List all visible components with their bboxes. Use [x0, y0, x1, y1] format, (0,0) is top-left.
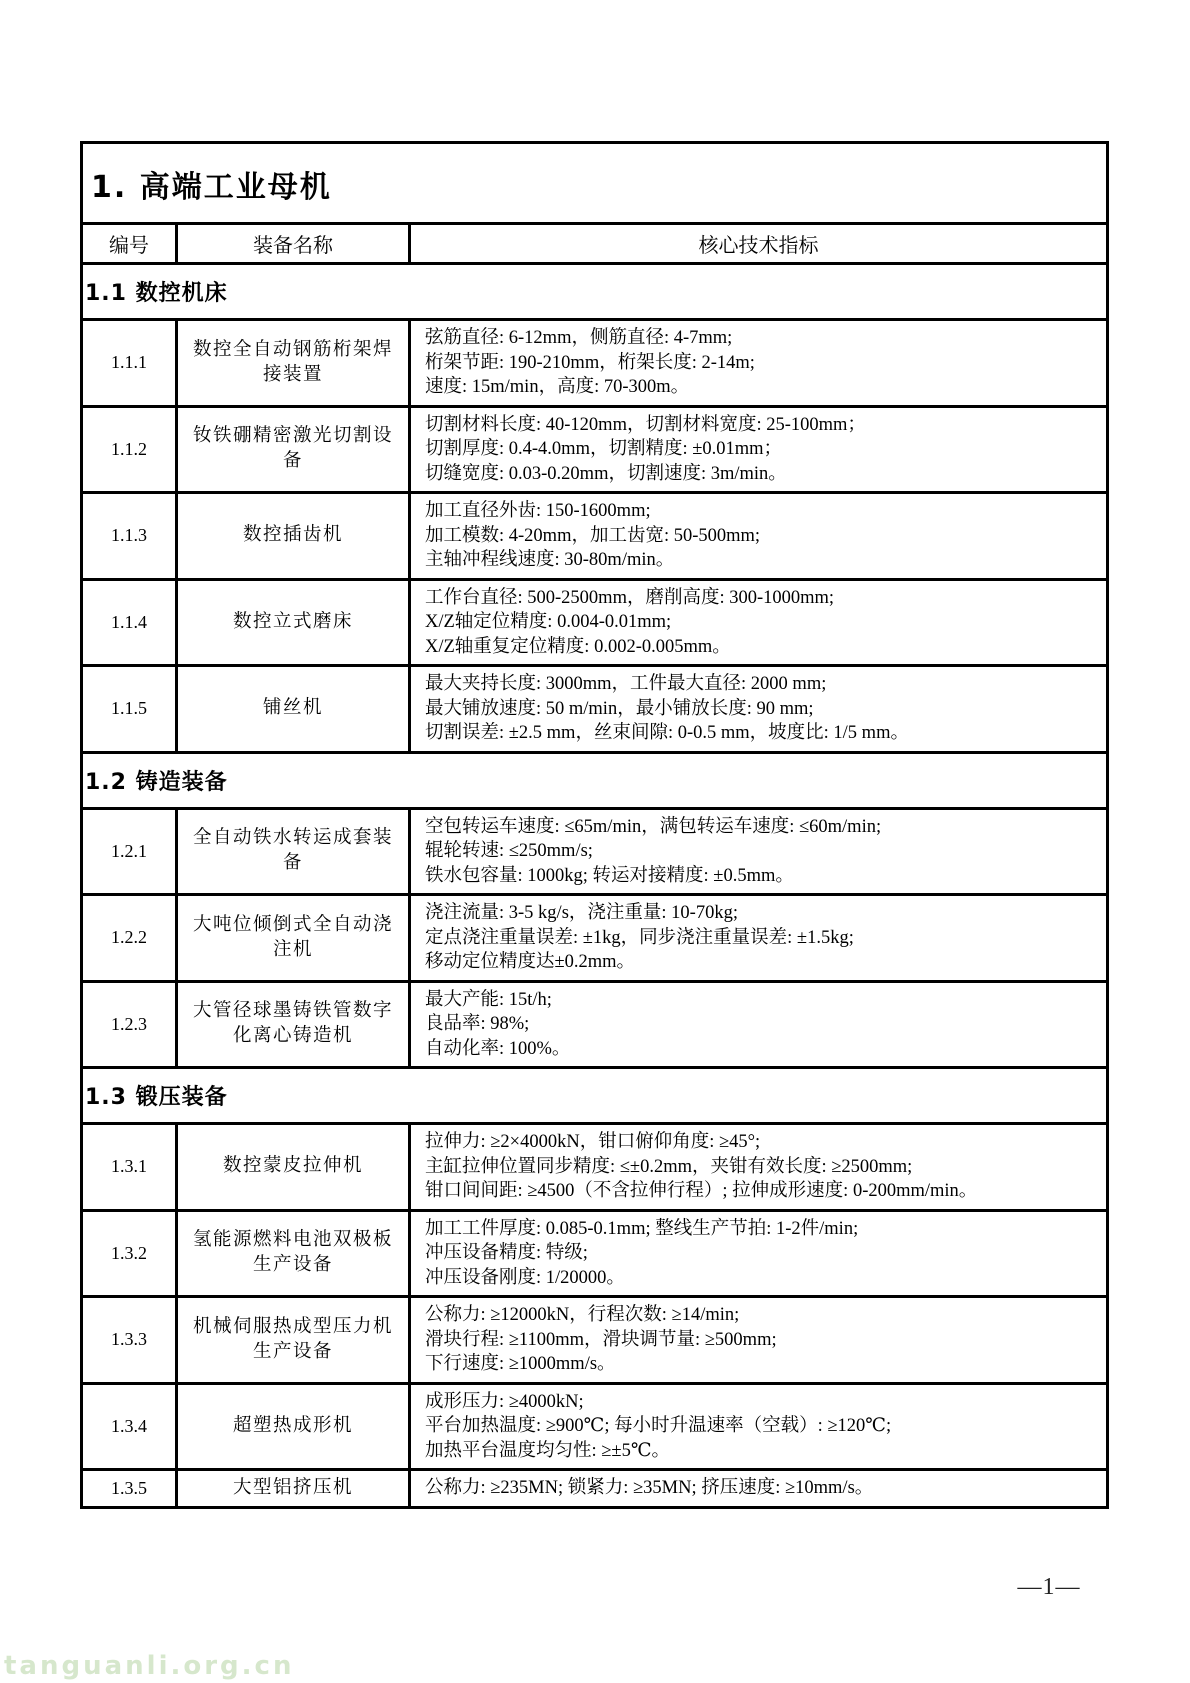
spec-cell: [410, 808, 1108, 895]
equipment-name: 数控蒙皮拉伸机: [177, 1124, 410, 1211]
table-row: [82, 752, 1108, 808]
spec-line: X/Z轴重复定位精度: 0.002-0.005mm。: [425, 636, 731, 657]
spec-line: 工作台直径: 500-2500mm，磨削高度: 300-1000mm;: [425, 587, 835, 608]
spec-line: 浇注流量: 3-5 kg/s，浇注重量: 10-70kg;: [425, 903, 738, 923]
spec-line: 弦筋直径: 6-12mm，侧筋直径: 4-7mm;: [425, 328, 733, 348]
spec-line: 下行速度: ≥1000mm/s。: [425, 1354, 616, 1374]
table-row: [82, 808, 1108, 895]
spec-line: 辊轮转速: ≤250mm/s;: [425, 841, 593, 861]
equipment-name: 氢能源燃料电池双极板生产设备: [177, 1210, 410, 1297]
spec-line: 加工模数: 4-20mm，加工齿宽: 50-500mm;: [425, 525, 761, 546]
spec-cell: [410, 1383, 1108, 1470]
column-header: 编号: [82, 224, 177, 264]
spec-line: 钳口间间距: ≥4500（不含拉伸行程）; 拉伸成形速度: 0-200mm/min。: [425, 1181, 978, 1201]
document-title: 1. 高端工业母机: [82, 143, 1108, 224]
table-row: [82, 320, 1108, 407]
table-row: [82, 143, 1108, 224]
spec-line: 空包转运车速度: ≤65m/min，满包转运车速度: ≤60m/min;: [425, 816, 882, 837]
spec-line: 切割材料长度: 40-120mm，切割材料宽度: 25-100mm；: [425, 414, 866, 435]
spec-line: 主缸拉伸位置同步精度: ≤±0.2mm，夹钳有效长度: ≥2500mm;: [425, 1156, 913, 1177]
spec-line: 良品率: 98%;: [425, 1014, 530, 1034]
spec-line: 加热平台温度均匀性: ≥±5℃。: [425, 1440, 671, 1461]
equipment-name: 超塑热成形机: [177, 1383, 410, 1470]
row-id: 1.3.4: [82, 1383, 177, 1470]
row-id: 1.1.5: [82, 666, 177, 753]
spec-line: 公称力: ≥12000kN，行程次数: ≥14/min;: [425, 1305, 740, 1325]
table-row: [82, 981, 1108, 1068]
equipment-name: 钕铁硼精密激光切割设备: [177, 406, 410, 493]
table-row: [82, 1124, 1108, 1211]
table-row: [82, 1470, 1108, 1508]
row-id: 1.2.3: [82, 981, 177, 1068]
section-heading: 1.2 铸造装备: [82, 752, 1108, 808]
equipment-table: [80, 141, 1109, 1509]
equipment-name: 机械伺服热成型压力机生产设备: [177, 1297, 410, 1384]
table-row: [82, 1210, 1108, 1297]
spec-line: 最大夹持长度: 3000mm，工件最大直径: 2000 mm;: [425, 674, 827, 694]
table-row: [82, 406, 1108, 493]
table-row: [82, 1068, 1108, 1124]
spec-line: 切割厚度: 0.4-4.0mm，切割精度: ±0.01mm；: [425, 439, 783, 459]
spec-line: 切缝宽度: 0.03-0.20mm，切割速度: 3m/min。: [425, 463, 787, 484]
spec-cell: [410, 1470, 1108, 1508]
column-header: 核心技术指标: [410, 224, 1108, 264]
spec-line: 桁架节距: 190-210mm，桁架长度: 2-14m;: [425, 352, 755, 373]
spec-line: 自动化率: 100%。: [425, 1038, 571, 1059]
spec-line: 成形压力: ≥4000kN;: [425, 1391, 584, 1412]
section-heading: 1.3 锻压装备: [82, 1068, 1108, 1124]
spec-line: 铁水包容量: 1000kg; 转运对接精度: ±0.5mm。: [425, 865, 794, 886]
row-id: 1.3.1: [82, 1124, 177, 1211]
spec-line: 定点浇注重量误差: ±1kg，同步浇注重量误差: ±1.5kg;: [425, 927, 854, 948]
spec-line: 加工直径外齿: 150-1600mm;: [425, 501, 651, 521]
equipment-name: 铺丝机: [177, 666, 410, 753]
spec-cell: [410, 981, 1108, 1068]
spec-line: 最大产能: 15t/h;: [425, 989, 552, 1010]
row-id: 1.1.4: [82, 579, 177, 666]
table-row: [82, 895, 1108, 982]
spec-cell: [410, 666, 1108, 753]
spec-line: 拉伸力: ≥2×4000kN，钳口俯仰角度: ≥45°;: [425, 1132, 761, 1152]
spec-line: 公称力: ≥235MN; 锁紧力: ≥35MN; 挤压速度: ≥10mm/s。: [425, 1478, 874, 1498]
spec-line: 速度: 15m/min，高度: 70-300m。: [425, 377, 690, 397]
equipment-name: 大吨位倾倒式全自动浇注机: [177, 895, 410, 982]
row-id: 1.1.2: [82, 406, 177, 493]
spec-cell: [410, 895, 1108, 982]
equipment-name: 全自动铁水转运成套装备: [177, 808, 410, 895]
row-id: 1.2.1: [82, 808, 177, 895]
spec-line: 冲压设备精度: 特级;: [425, 1243, 588, 1263]
equipment-name: 数控插齿机: [177, 493, 410, 580]
section-heading: 1.1 数控机床: [82, 264, 1108, 320]
spec-cell: [410, 493, 1108, 580]
equipment-name: 数控全自动钢筋桁架焊接装置: [177, 320, 410, 407]
table-row: [82, 579, 1108, 666]
spec-cell: [410, 1124, 1108, 1211]
spec-cell: [410, 1297, 1108, 1384]
column-header: 装备名称: [177, 224, 410, 264]
table-row: [82, 224, 1108, 264]
table-row: [82, 666, 1108, 753]
table-row: [82, 1297, 1108, 1384]
spec-line: 切割误差: ±2.5 mm，丝束间隙: 0-0.5 mm，坡度比: 1/5 mm。: [425, 723, 909, 743]
spec-line: 冲压设备刚度: 1/20000。: [425, 1267, 625, 1288]
row-id: 1.3.5: [82, 1470, 177, 1508]
table-row: [82, 493, 1108, 580]
row-id: 1.3.3: [82, 1297, 177, 1384]
equipment-name: 大型铝挤压机: [177, 1470, 410, 1508]
spec-line: X/Z轴定位精度: 0.004-0.01mm;: [425, 612, 672, 632]
spec-cell: [410, 320, 1108, 407]
row-id: 1.1.1: [82, 320, 177, 407]
spec-line: 滑块行程: ≥1100mm，滑块调节量: ≥500mm;: [425, 1329, 777, 1350]
table-row: [82, 264, 1108, 320]
table-row: [82, 1383, 1108, 1470]
spec-line: 平台加热温度: ≥900℃; 每小时升温速率（空载）: ≥120℃;: [425, 1416, 892, 1436]
row-id: 1.1.3: [82, 493, 177, 580]
watermark: tanguanli.org.cn: [4, 1651, 295, 1681]
spec-cell: [410, 1210, 1108, 1297]
spec-cell: [410, 406, 1108, 493]
spec-line: 移动定位精度达±0.2mm。: [425, 952, 636, 972]
spec-cell: [410, 579, 1108, 666]
equipment-name: 数控立式磨床: [177, 579, 410, 666]
spec-line: 主轴冲程线速度: 30-80m/min。: [425, 550, 675, 570]
row-id: 1.3.2: [82, 1210, 177, 1297]
page-number: —1—: [1017, 1574, 1081, 1600]
equipment-name: 大管径球墨铸铁管数字化离心铸造机: [177, 981, 410, 1068]
spec-line: 最大铺放速度: 50 m/min，最小铺放长度: 90 mm;: [425, 698, 814, 719]
equipment-table-body: [82, 143, 1108, 1508]
spec-line: 加工工件厚度: 0.085-0.1mm; 整线生产节拍: 1-2件/min;: [425, 1218, 859, 1239]
row-id: 1.2.2: [82, 895, 177, 982]
